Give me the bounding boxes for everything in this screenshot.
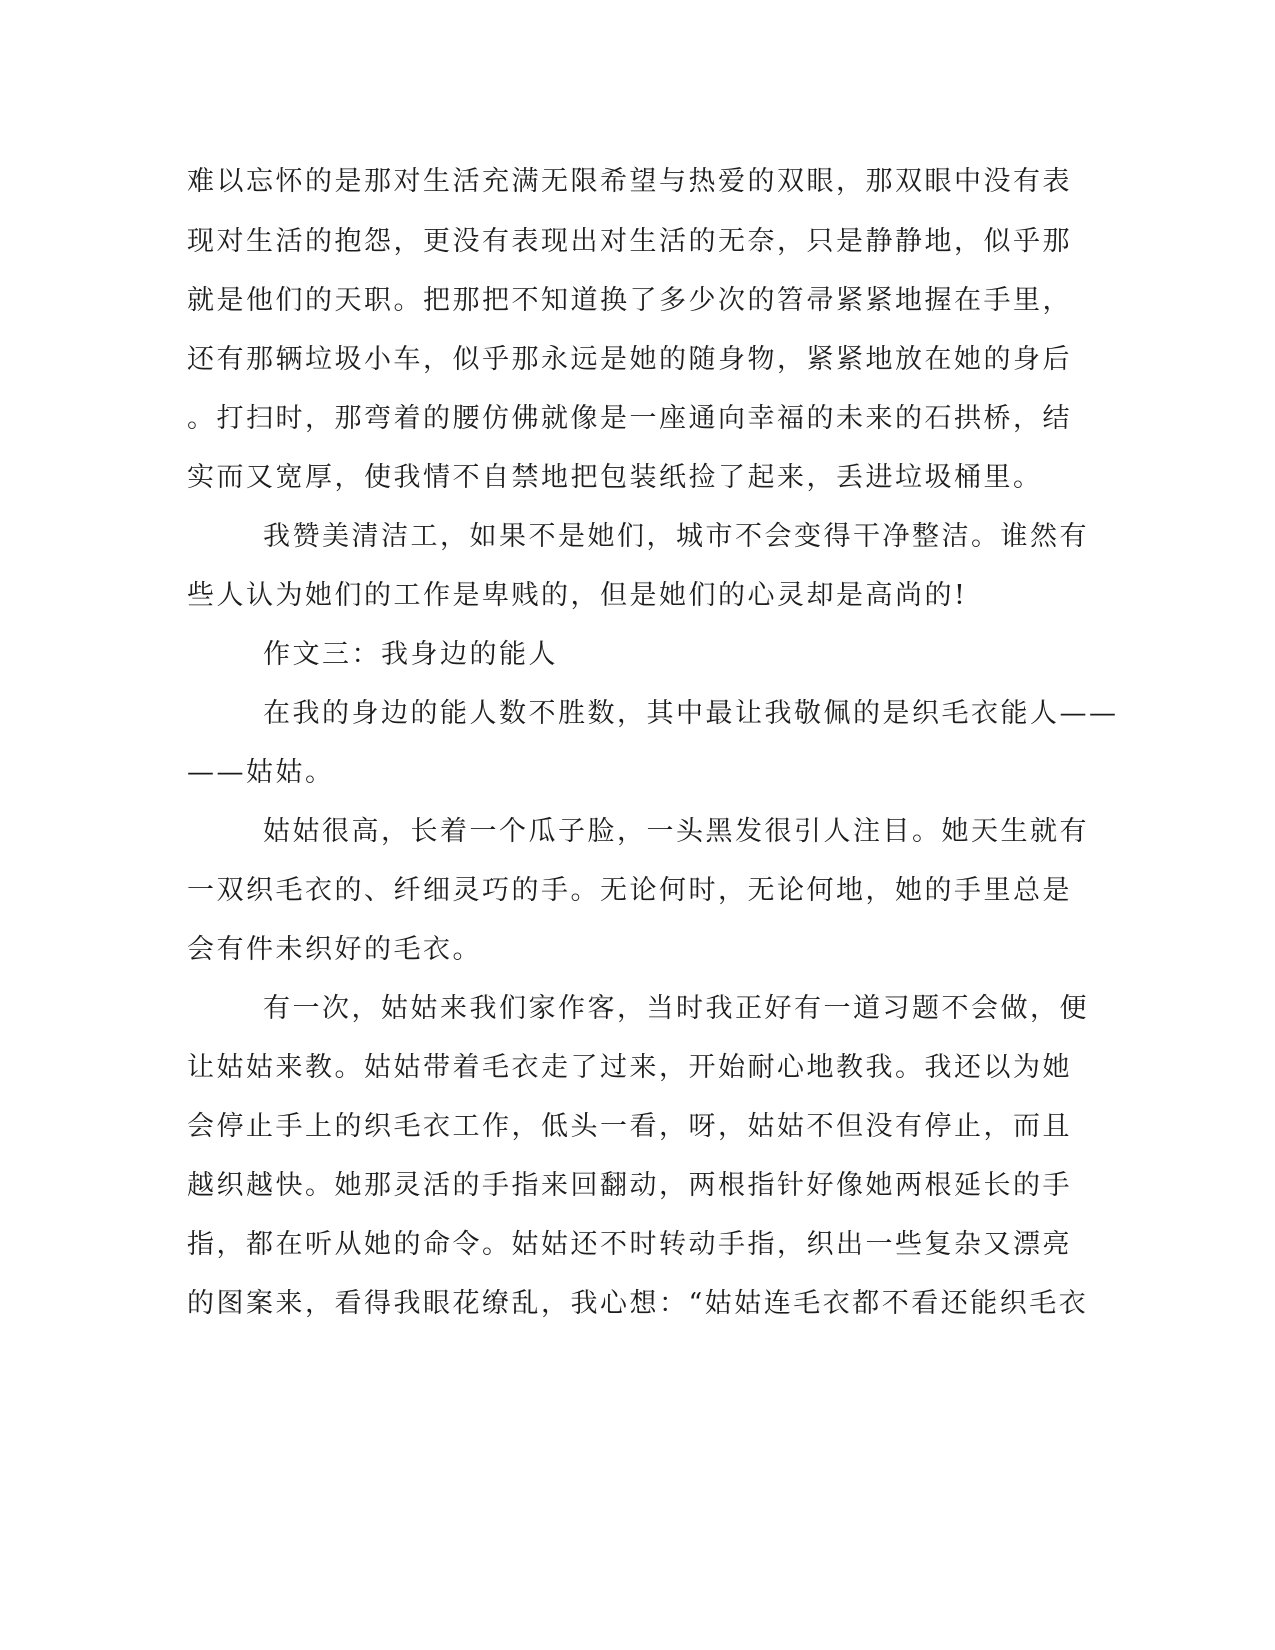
text-line: 一双织毛衣的、纤细灵巧的手。无论何时，无论何地，她的手里总是 (187, 875, 1072, 906)
text-line: 会停止手上的织毛衣工作，低头一看，呀，姑姑不但没有停止，而且 (187, 1111, 1072, 1142)
text-line: 些人认为她们的工作是卑贱的，但是她们的心灵却是高尚的! (187, 580, 968, 611)
text-line: 会有件未织好的毛衣。 (187, 934, 482, 965)
text-line: 难以忘怀的是那对生活充满无限希望与热爱的双眼，那双眼中没有表 (187, 166, 1072, 197)
text-line: 越织越快。她那灵活的手指来回翻动，两根指针好像她两根延长的手 (187, 1170, 1072, 1201)
section-title: 作文三：我身边的能人 (263, 639, 558, 670)
text-line: 实而又宽厚，使我情不自禁地把包装纸捡了起来，丢进垃圾桶里。 (187, 462, 1043, 493)
paragraph-first-line: 有一次，姑姑来我们家作客，当时我正好有一道习题不会做，便 (263, 993, 1089, 1024)
text-line: 现对生活的抱怨，更没有表现出对生活的无奈，只是静静地，似乎那 (187, 226, 1072, 257)
text-line: 就是他们的天职。把那把不知道换了多少次的笤帚紧紧地握在手里， (187, 285, 1072, 316)
paragraph-first-line: 在我的身边的能人数不胜数，其中最让我敬佩的是织毛衣能人—— (263, 698, 1119, 729)
text-line: 。打扫时，那弯着的腰仿佛就像是一座通向幸福的未来的石拱桥，结 (187, 403, 1072, 434)
text-line: ——姑姑。 (187, 757, 335, 788)
paragraph-first-line: 我赞美清洁工，如果不是她们，城市不会变得干净整洁。谁然有 (263, 521, 1089, 552)
text-line: 指，都在听从她的命令。姑姑还不时转动手指，织出一些复杂又漂亮 (187, 1229, 1072, 1260)
text-line: 让姑姑来教。姑姑带着毛衣走了过来，开始耐心地教我。我还以为她 (187, 1052, 1072, 1083)
text-line: 的图案来，看得我眼花缭乱，我心想：“姑姑连毛衣都不看还能织毛衣 (187, 1288, 1089, 1319)
text-line: 还有那辆垃圾小车，似乎那永远是她的随身物，紧紧地放在她的身后 (187, 344, 1072, 375)
paragraph-first-line: 姑姑很高，长着一个瓜子脸，一头黑发很引人注目。她天生就有 (263, 816, 1089, 847)
